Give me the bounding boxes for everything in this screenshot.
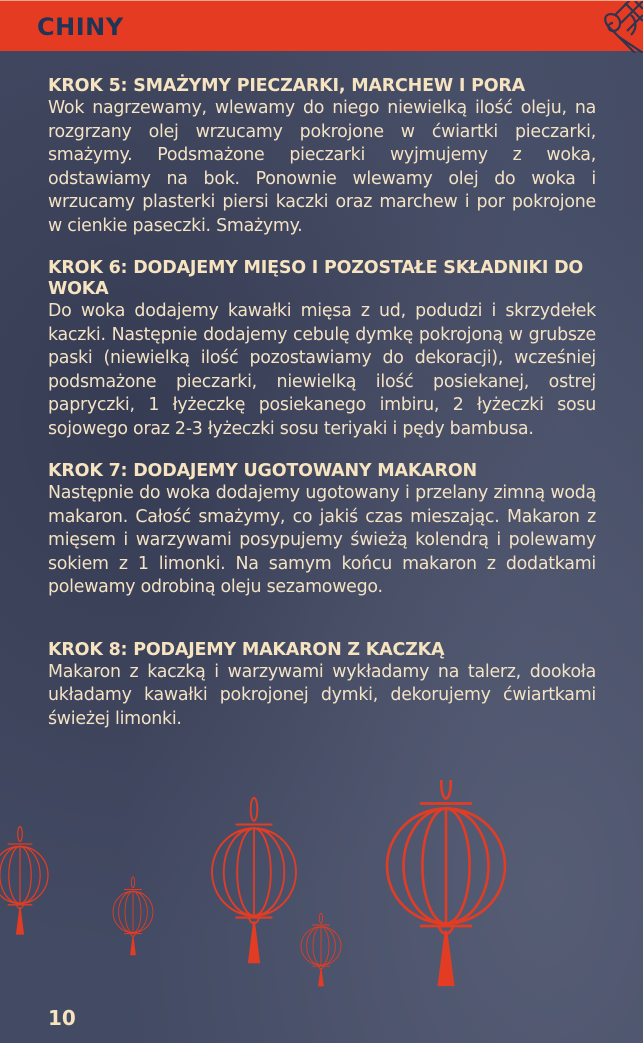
step-title: KROK 5: SMAŻYMY PIECZARKI, MARCHEW I PORA (48, 76, 525, 96)
chinese-lantern-icon (301, 913, 341, 986)
step-body: Do woka dodajemy kawałki mięsa z ud, podudzi i skrzydełek kaczki. Następnie dodajemy cebulę dymkę pokrojoną w grubsze paski (niewielką ilość pozostawiamy do dekoracji), wcześniej podsmażone pieczarki, niewielką ilość posiekanej, ostrej papryczki, 1 łyżeczkę posiekanego imbiru, 2 łyżeczki sosu sojowego oraz 2-3 łyżeczki sosu teriyaki i pędy bambusa. (48, 301, 596, 439)
page-number: 10 (48, 1006, 76, 1030)
chinese-lantern-icon (0, 827, 48, 934)
step-title: KROK 8: PODAJEMY MAKARON Z KACZKĄ (48, 639, 445, 660)
chinese-lantern-icon (212, 798, 296, 962)
section-header (0, 0, 643, 51)
step-5 (48, 76, 596, 238)
step-8 (48, 640, 596, 732)
step-title: KROK 6: DODAJEMY MIĘSO I POZOSTAŁE SKŁADNIKI DO WOKA (48, 258, 584, 299)
lantern-decoration (0, 780, 643, 1000)
section-title: CHINY (37, 13, 124, 41)
chinese-lantern-icon (113, 877, 153, 955)
step-body: Makaron z kaczką i warzywami wykładamy na talerz, dookoła układamy kawałki pokrojonej dymki, dekorujemy ćwiartkami świeżej limonki. (48, 661, 596, 729)
step-7 (48, 461, 596, 600)
step-body: Następnie do woka dodajemy ugotowany i przelany zimną wodą makaron. Całość smażymy, co jakiś czas mieszając. Makaron z mięsem i warzywami posypujemy świeżą kolendrą i polewamy sokiem z 1 limonki. Na samym końcu makaron z dodatkami polewamy odrobiną oleju sezamowego. (48, 483, 596, 597)
step-title: KROK 7: DODAJEMY UGOTOWANY MAKARON (48, 461, 477, 481)
chinese-lantern-icon (387, 780, 505, 985)
chinese-knot-icon (591, 1, 643, 53)
step-6 (48, 258, 596, 441)
recipe-steps (48, 76, 596, 751)
step-body: Wok nagrzewamy, wlewamy do niego niewielką ilość oleju, na rozgrzany olej wrzucamy pokrojone w ćwiartki pieczarki, smażymy. Podsmażone pieczarki wyjmujemy z woka, odstawiamy na bok. Ponownie wlewamy olej do woka i wrzucamy plasterki piersi kaczki oraz marchew i por pokrojone w cienkie paseczki. Smażymy. (48, 98, 596, 236)
